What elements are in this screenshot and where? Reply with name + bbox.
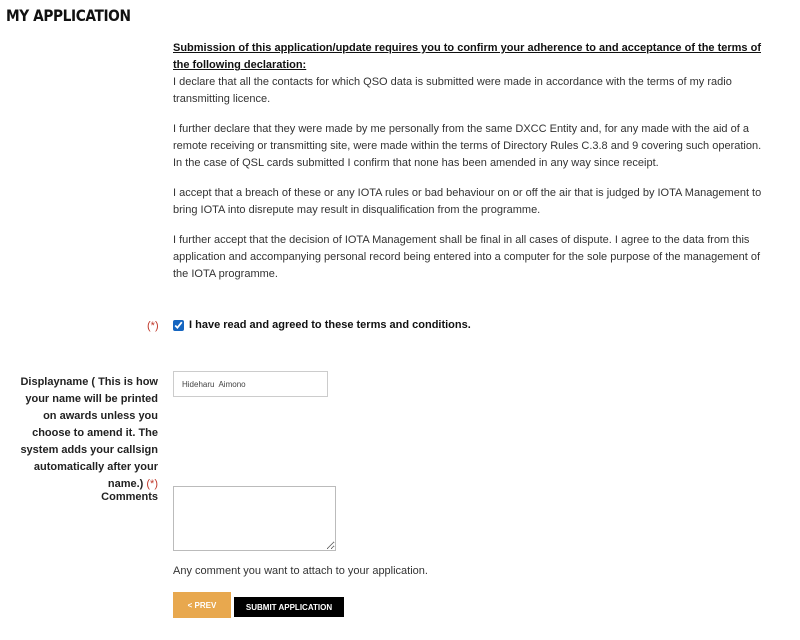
terms-required-marker: (*)	[147, 320, 159, 332]
declaration-text	[173, 40, 773, 296]
terms-checkbox-label[interactable]: I have read and agreed to these terms and conditions.	[189, 319, 471, 331]
displayname-input[interactable]	[173, 371, 328, 397]
displayname-label-text: Displayname ( This is how your name will be printed on awards unless you choose to amend it. The system adds your callsign automatically after your name.)	[20, 376, 158, 490]
prev-button[interactable]: < PREV	[173, 592, 231, 618]
comments-label: Comments	[101, 491, 158, 503]
submit-application-button[interactable]: SUBMIT APPLICATION	[234, 597, 344, 617]
terms-checkbox[interactable]	[173, 320, 184, 331]
terms-row	[173, 319, 471, 331]
displayname-label	[18, 374, 158, 493]
declaration-paragraph-2: I further declare that they were made by me personally from the same DXCC Entity and, for any made with the aid of a remote receiving or transmitting site, were made within the terms of Directory Rules C.3.8 and 9 covering such operation. In the case of QSL cards submitted I confirm that none has been amended in any way since receipt.	[173, 123, 762, 169]
declaration-paragraph-3: I accept that a breach of these or any IOTA rules or bad behaviour on or off the air that is judged by IOTA Management to bring IOTA into disrepute may result in disqualification from the programme.	[173, 187, 762, 216]
comments-help-text: Any comment you want to attach to your application.	[173, 565, 428, 577]
page-title: MY APPLICATION	[6, 6, 131, 25]
declaration-paragraph-1: I declare that all the contacts for which QSO data is submitted were made in accordance with the terms of my radio transmitting licence.	[173, 76, 732, 105]
displayname-required-marker: (*)	[146, 478, 158, 490]
declaration-paragraph-4: I further accept that the decision of IOTA Management shall be final in all cases of dispute. I agree to the data from this application and accompanying personal record being entered into a computer for the sole purpose of the management of the IOTA programme.	[173, 234, 761, 280]
comments-textarea[interactable]	[173, 486, 336, 551]
declaration-heading: Submission of this application/update requires you to confirm your adherence to and acceptance of the terms of the following declaration:	[173, 42, 761, 71]
